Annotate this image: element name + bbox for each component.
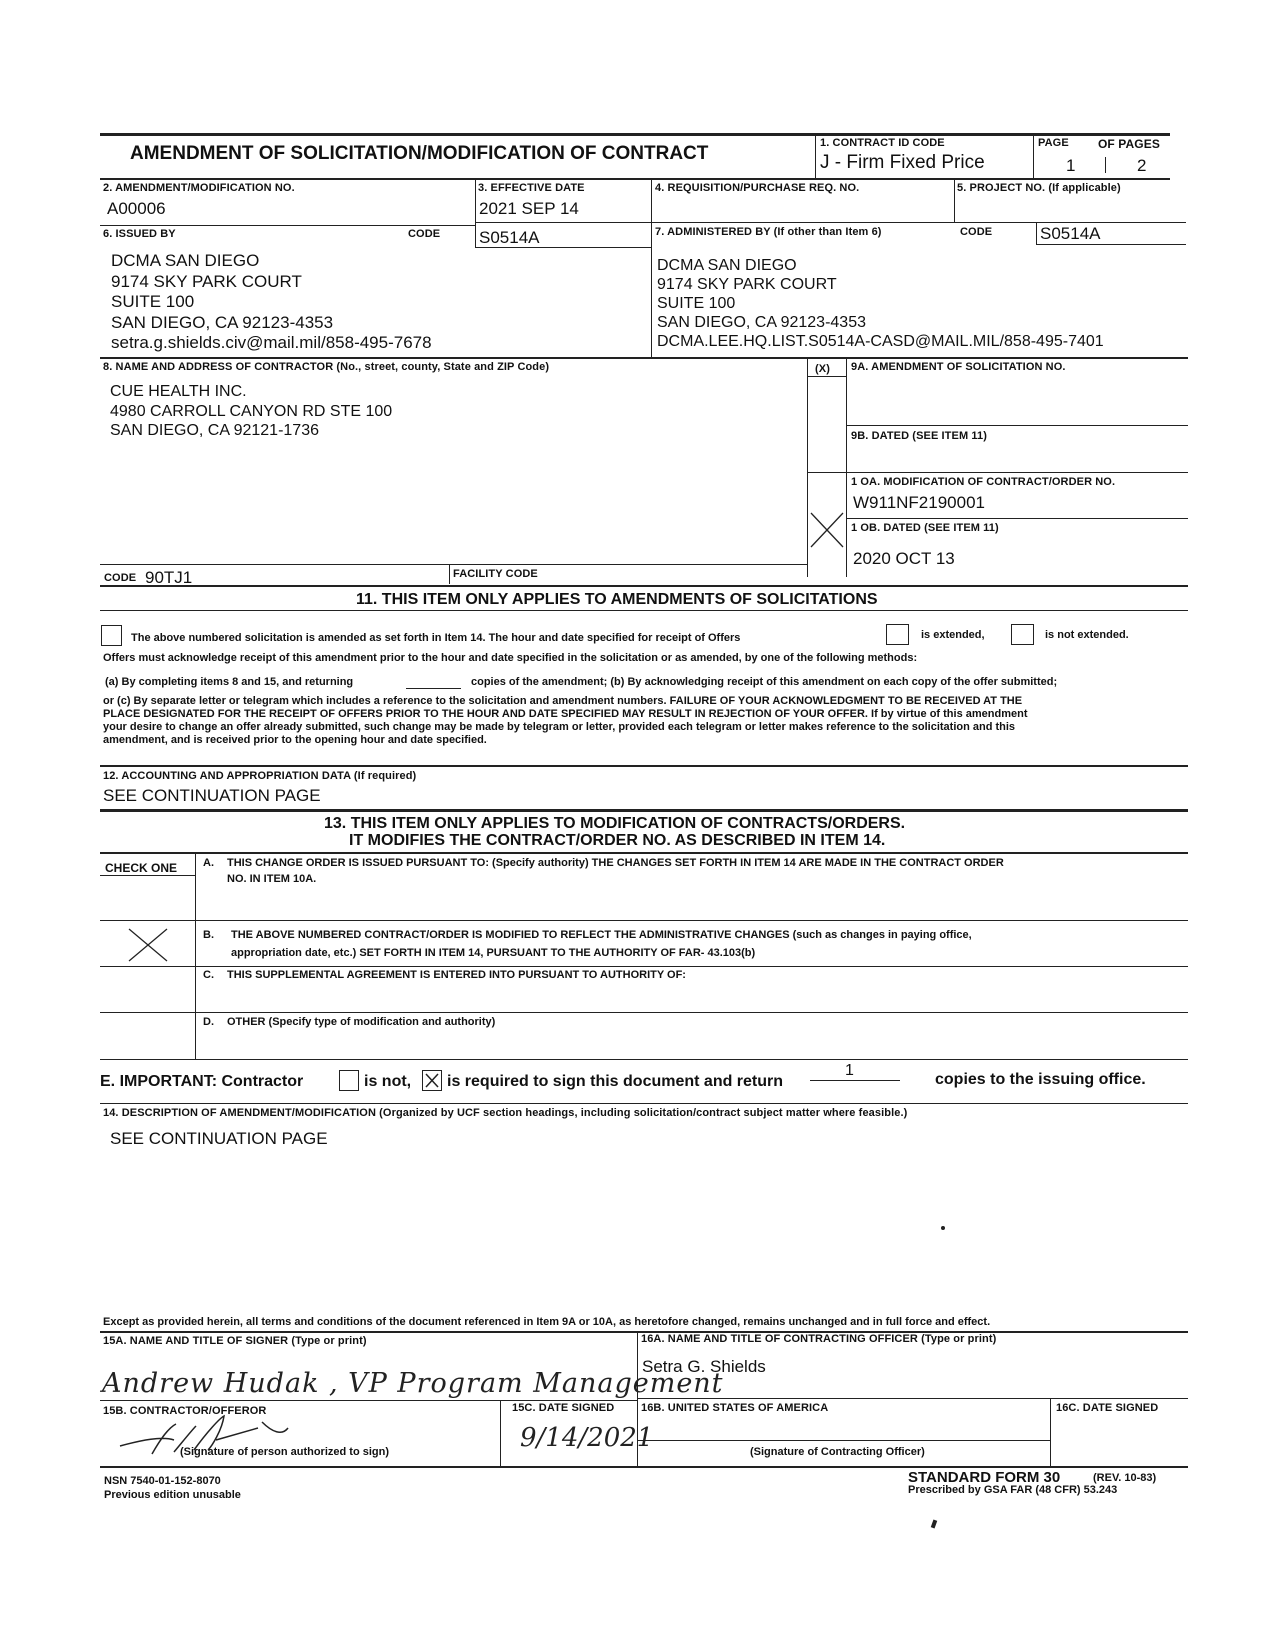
accounting-value: SEE CONTINUATION PAGE <box>103 786 321 805</box>
modification-contract-value: W911NF2190001 <box>853 493 985 512</box>
administered-by-line: 9174 SKY PARK COURT <box>657 276 837 293</box>
contractor-offeror-label: 15B. CONTRACTOR/OFFEROR <box>103 1405 267 1417</box>
requisition-label: 4. REQUISITION/PURCHASE REQ. NO. <box>655 182 860 194</box>
option-b-letter: B. <box>203 929 214 941</box>
form-title: AMENDMENT OF SOLICITATION/MODIFICATION OF CONTRACT <box>130 143 709 164</box>
contracting-officer-name: Setra G. Shields <box>642 1357 766 1376</box>
extended-checkbox[interactable] <box>886 624 909 645</box>
administered-by-label: 7. ADMINISTERED BY (If other than Item 6) <box>655 226 882 238</box>
extended-label: is extended, <box>921 629 985 641</box>
item11-title: 11. THIS ITEM ONLY APPLIES TO AMENDMENTS OF SOLICITATIONS <box>356 591 878 608</box>
copies-count: 1 <box>845 1062 854 1079</box>
option-a-letter: A. <box>203 857 214 869</box>
option-b-text-1: THE ABOVE NUMBERED CONTRACT/ORDER IS MODIFIED TO REFLECT THE ADMINISTRATIVE CHANGES (such as changes in paying office, <box>231 929 972 941</box>
date-signed-15c-handwritten: 9/14/2021 <box>520 1423 654 1453</box>
total-pages: 2 <box>1137 156 1147 175</box>
revision: (REV. 10-83) <box>1093 1472 1157 1484</box>
option-d-letter: D. <box>203 1016 214 1028</box>
x-mark-icon <box>808 510 846 550</box>
issued-by-line: 9174 SKY PARK COURT <box>111 271 302 291</box>
date-signed-16c-label: 16C. DATE SIGNED <box>1056 1402 1159 1414</box>
accounting-label: 12. ACCOUNTING AND APPROPRIATION DATA (If required) <box>103 770 417 782</box>
is-not-label: is not, <box>364 1073 412 1090</box>
dated-10b-label: 1 OB. DATED (SEE ITEM 11) <box>851 522 999 534</box>
page-number: 1 <box>1066 156 1076 175</box>
not-extended-label: is not extended. <box>1045 629 1129 641</box>
contract-id-label: 1. CONTRACT ID CODE <box>820 137 945 149</box>
dated-10b-value: 2020 OCT 13 <box>853 549 955 568</box>
contractor-code: 90TJ1 <box>145 568 193 587</box>
united-states-label: 16B. UNITED STATES OF AMERICA <box>641 1402 829 1414</box>
issued-by-code: S0514A <box>479 228 540 247</box>
item11-line3a: (a) By completing items 8 and 15, and returning <box>105 676 354 688</box>
administered-by-line: SAN DIEGO, CA 92123-4353 <box>657 314 866 331</box>
effective-date-label: 3. EFFECTIVE DATE <box>478 182 585 194</box>
item11-para-line: amendment, and is received prior to the opening hour and date specified. <box>103 734 487 746</box>
important-prefix: E. IMPORTANT: Contractor <box>100 1073 304 1090</box>
effective-date-value: 2021 SEP 14 <box>479 199 579 218</box>
is-required-checkbox[interactable] <box>422 1070 442 1091</box>
item13-title-2: IT MODIFIES THE CONTRACT/ORDER NO. AS DESCRIBED IN ITEM 14. <box>349 832 886 849</box>
issued-by-line: SAN DIEGO, CA 92123-4353 <box>111 312 334 332</box>
item13-title-1: 13. THIS ITEM ONLY APPLIES TO MODIFICATION OF CONTRACTS/ORDERS. <box>324 815 906 832</box>
standard-form-number: STANDARD FORM 30 <box>908 1469 1061 1486</box>
option-a-text-1: THIS CHANGE ORDER IS ISSUED PURSUANT TO: (Specify authority) THE CHANGES SET FORTH IN ITEM 14 ARE MADE IN THE CONTRACT ORDER <box>227 857 1004 869</box>
issued-by-line: SUITE 100 <box>111 292 195 311</box>
contracting-officer-signature-caption: (Signature of Contracting Officer) <box>750 1446 925 1458</box>
amendment-no-value: A00006 <box>107 199 166 218</box>
facility-code-label: FACILITY CODE <box>453 568 538 580</box>
contractor-address <box>110 382 392 441</box>
contractor-code-label: CODE <box>104 572 137 584</box>
contractor-line: SAN DIEGO, CA 92121-1736 <box>110 422 319 439</box>
option-b-text-2: appropriation date, etc.) SET FORTH IN ITEM 14, PURSUANT TO THE AUTHORITY OF FAR- 43.103(b) <box>231 947 756 959</box>
x-column-label: (X) <box>815 363 830 375</box>
issued-by-line: setra.g.shields.civ@mail.mil/858-495-7678 <box>111 333 432 352</box>
issued-by-address <box>111 251 432 354</box>
description-value: SEE CONTINUATION PAGE <box>110 1129 328 1148</box>
is-required-label: is required to sign this document and return <box>447 1073 784 1090</box>
administered-by-line: DCMA.LEE.HQ.LIST.S0514A-CASD@MAIL.MIL/858-495-7401 <box>657 333 1104 350</box>
important-suffix: copies to the issuing office. <box>935 1071 1146 1088</box>
item11-paragraph <box>103 695 1028 747</box>
option-d-text: OTHER (Specify type of modification and authority) <box>227 1016 496 1028</box>
administered-by-address <box>657 256 1104 351</box>
checked-x-icon <box>423 1071 441 1090</box>
signer-name-label: 15A. NAME AND TITLE OF SIGNER (Type or print) <box>103 1335 367 1347</box>
of-pages-label: OF PAGES <box>1098 137 1160 151</box>
issued-by-label: 6. ISSUED BY <box>103 228 176 240</box>
check-one-x-icon[interactable] <box>126 926 170 964</box>
is-not-checkbox[interactable] <box>339 1070 359 1091</box>
contract-id-value: J - Firm Fixed Price <box>820 152 985 173</box>
option-a-text-2: NO. IN ITEM 10A. <box>227 873 317 885</box>
item11-line1: The above numbered solicitation is amended as set forth in Item 14. The hour and date specified for receipt of Offers <box>131 632 741 644</box>
date-signed-15c-label: 15C. DATE SIGNED <box>512 1402 615 1414</box>
stray-mark <box>931 1520 937 1529</box>
amendment-no-label: 2. AMENDMENT/MODIFICATION NO. <box>103 182 295 194</box>
contracting-officer-label: 16A. NAME AND TITLE OF CONTRACTING OFFICER (Type or print) <box>641 1333 997 1345</box>
item11-line3b: copies of the amendment; (b) By acknowledging receipt of this amendment on each copy of the offer submitted; <box>471 676 1058 688</box>
item11-para-line: your desire to change an offer already submitted, such change may be made by telegram or letter, provided each telegram or letter makes reference to the solicitation and this <box>103 721 1016 733</box>
option-c-letter: C. <box>203 969 214 981</box>
item11-para-line: PLACE DESIGNATED FOR THE RECEIPT OF OFFERS PRIOR TO THE HOUR AND DATE SPECIFIED MAY RESULT IN REJECTION OF YOUR OFFER. If by virtue of this amendment <box>103 708 1028 720</box>
dated-9b-label: 9B. DATED (SEE ITEM 11) <box>851 430 987 442</box>
project-no-label: 5. PROJECT NO. (If applicable) <box>957 182 1121 194</box>
issued-by-line: DCMA SAN DIEGO <box>111 251 260 270</box>
solicitation-amended-checkbox[interactable] <box>101 625 122 646</box>
administered-by-code: S0514A <box>1040 224 1101 243</box>
item11-para-line: or (c) By separate letter or telegram which includes a reference to the solicitation and amendment numbers. FAILURE OF YOUR ACKNOWLEDGMENT TO BE RECEIVED AT THE <box>103 695 1023 707</box>
administered-by-line: DCMA SAN DIEGO <box>657 257 797 274</box>
prescribed-by: Prescribed by GSA FAR (48 CFR) 53.243 <box>908 1484 1118 1496</box>
issued-by-code-label: CODE <box>408 228 441 240</box>
not-extended-checkbox[interactable] <box>1011 624 1034 645</box>
check-one-label: CHECK ONE <box>105 861 178 875</box>
item11-line2: Offers must acknowledge receipt of this amendment prior to the hour and date specified in the solicitation or as amended, by one of the following methods: <box>103 652 918 664</box>
signer-name-handwritten: Andrew Hudak , VP Program Management <box>102 1368 724 1399</box>
page-label: PAGE <box>1038 137 1069 149</box>
modification-contract-label: 1 OA. MODIFICATION OF CONTRACT/ORDER NO. <box>851 476 1116 488</box>
contractor-line: 4980 CARROLL CANYON RD STE 100 <box>110 402 393 420</box>
option-c-text: THIS SUPPLEMENTAL AGREEMENT IS ENTERED INTO PURSUANT TO AUTHORITY OF: <box>227 969 686 981</box>
administered-by-line: SUITE 100 <box>657 295 736 312</box>
description-label: 14. DESCRIPTION OF AMENDMENT/MODIFICATION (Organized by UCF section headings, including solicitation/contract subject matter where feasible.) <box>103 1107 908 1119</box>
contractor-line: CUE HEALTH INC. <box>110 383 247 400</box>
except-text: Except as provided herein, all terms and conditions of the document referenced in Item 9A or 10A, as heretofore changed, remains unchanged and in full force and effect. <box>103 1316 991 1328</box>
contractor-signature-caption: (Signature of person authorized to sign) <box>180 1446 389 1458</box>
administered-by-code-label: CODE <box>960 226 993 238</box>
amendment-solicitation-label: 9A. AMENDMENT OF SOLICITATION NO. <box>851 361 1066 373</box>
stray-dot <box>941 1226 945 1230</box>
contractor-label: 8. NAME AND ADDRESS OF CONTRACTOR (No., street, county, State and ZIP Code) <box>103 361 550 373</box>
previous-edition: Previous edition unusable <box>104 1489 241 1501</box>
nsn-number: NSN 7540-01-152-8070 <box>104 1475 221 1487</box>
